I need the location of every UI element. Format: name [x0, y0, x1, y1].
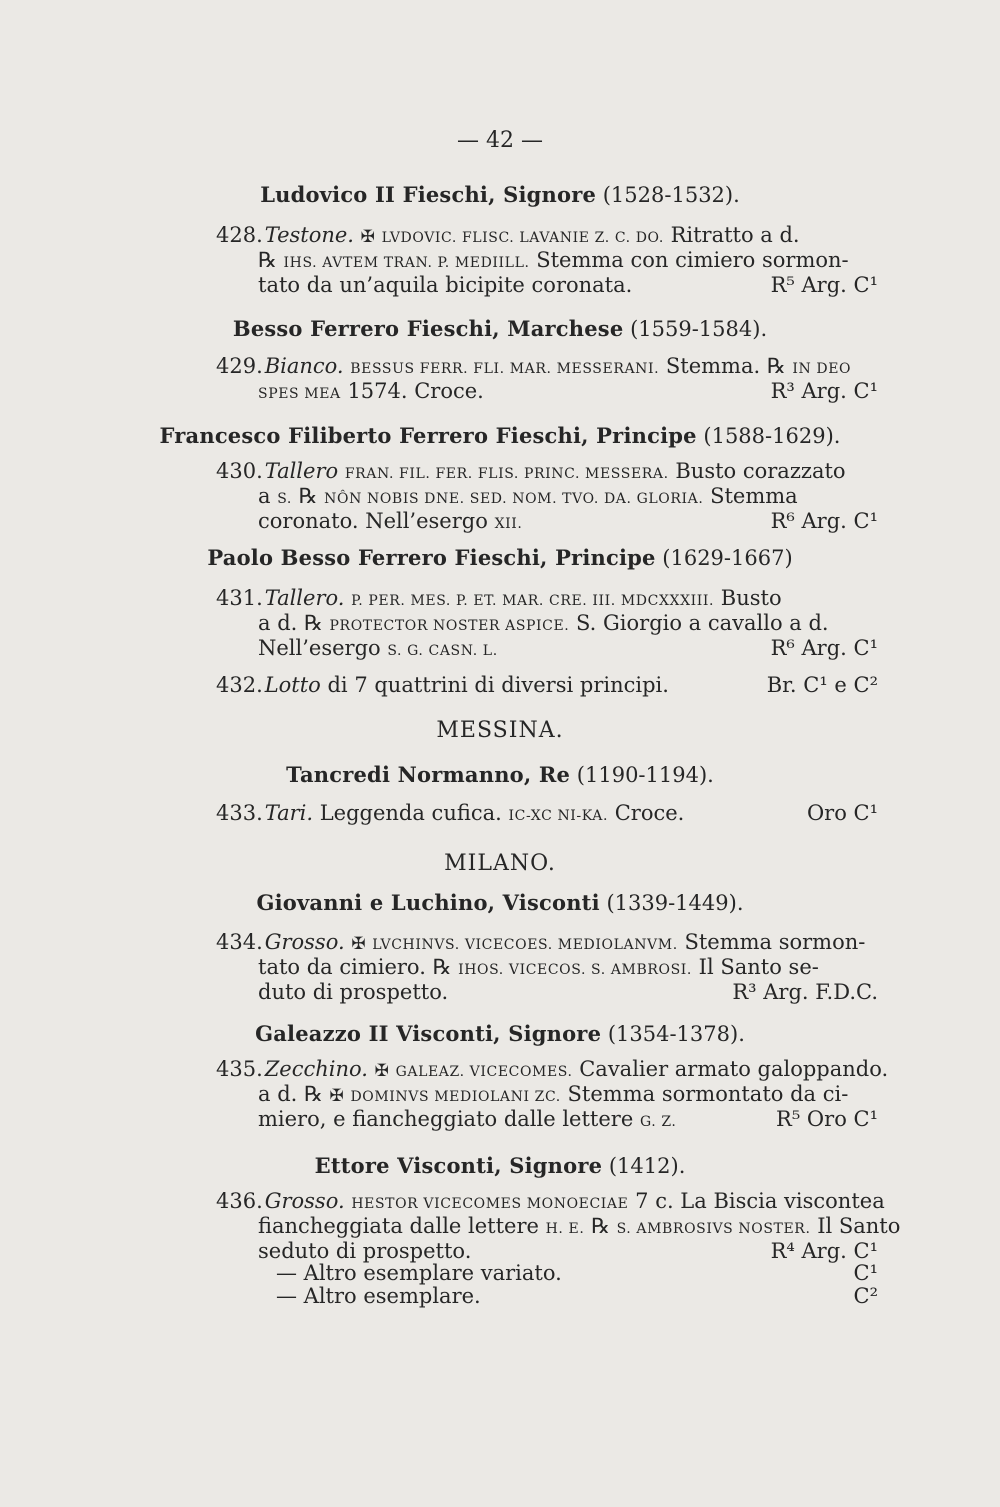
rarity-grade: R³ Arg. C¹: [770, 379, 878, 403]
ruler-name: Ettore Visconti, Signore: [314, 1153, 603, 1178]
entry-430-line-3: [258, 509, 878, 537]
description-text: tato da un’aquila bicipite coronata.: [258, 273, 633, 297]
rarity-grade: Br. C¹ e C²: [766, 673, 878, 697]
ruler-heading: [0, 423, 1000, 448]
reverse-description: S. Giorgio a cavallo a d.: [576, 611, 829, 635]
rarity-grade: Oro C¹: [806, 801, 878, 825]
rarity-grade: R⁴ Arg. C¹: [770, 1239, 878, 1263]
coin-type: Tallero: [264, 459, 339, 483]
reverse-description: 1574. Croce.: [347, 379, 484, 403]
entry-428-line-3: [258, 273, 878, 298]
obverse-legend: HESTOR VICECOMES MONOECIAE: [351, 1196, 629, 1212]
ruler-heading: [0, 762, 1000, 787]
entry-number: 431.: [216, 586, 263, 610]
obverse-legend: FRAN. FIL. FER. FLIS. PRINC. MESSERA.: [344, 466, 669, 482]
coin-type: Bianco.: [264, 354, 344, 378]
entry-434-line-2: [258, 955, 878, 983]
reverse-description: Stemma con cimiero sormon-: [536, 248, 849, 272]
reverse-icon: ℞: [304, 611, 323, 635]
ruler-dates: (1412).: [608, 1154, 686, 1178]
entry-number: 435.: [216, 1057, 263, 1081]
ruler-dates: (1588-1629).: [703, 424, 841, 448]
rarity-grade: R⁵ Arg. C¹: [770, 273, 878, 297]
reverse-description: Il Santo: [817, 1214, 901, 1238]
entry-number: 430.: [216, 459, 263, 483]
reverse-description: Stemma sormontato da ci-: [567, 1082, 849, 1106]
description-text: fiancheggiata dalle lettere: [258, 1214, 539, 1238]
obverse-description: Busto: [720, 586, 782, 610]
entry-431-line-3: [258, 636, 878, 664]
description-text: a d.: [258, 1082, 298, 1106]
entry-428-line-1: [216, 223, 878, 251]
entry-429-line-2: [258, 379, 878, 407]
reverse-legend: IHOS. VICECOS. S. AMBROSI.: [458, 962, 692, 978]
description-text: di 7 quattrini di diversi principi.: [327, 673, 669, 697]
ruler-heading: [0, 545, 1000, 570]
entry-434-line-3: [258, 980, 878, 1005]
description-text: coronato. Nell’esergo: [258, 509, 488, 533]
coin-type: Testone.: [264, 223, 354, 247]
reverse-icon: ℞: [432, 955, 452, 979]
variant-text: — Altro esemplare.: [276, 1284, 481, 1308]
obverse-legend: GALEAZ. VICECOMES.: [395, 1064, 573, 1080]
cross-icon: ✠: [351, 934, 366, 954]
exergue-legend: XII.: [494, 516, 523, 532]
description-text: Nell’esergo: [258, 636, 381, 660]
obverse-legend: IC-XC NI-KA.: [508, 808, 609, 824]
obverse-description: Ritratto a d.: [670, 223, 800, 247]
cross-icon: ✠: [374, 1061, 389, 1081]
reverse-legend: NÔN NOBIS DNE. SED. NOM. TVO. DA. GLORIA.: [324, 491, 704, 507]
entry-number: 429.: [216, 354, 263, 378]
reverse-icon: ℞: [258, 248, 277, 272]
reverse-description: Il Santo se-: [698, 955, 819, 979]
obverse-description: 7 c. La Biscia viscontea: [635, 1189, 885, 1213]
reverse-icon: ℞: [298, 484, 318, 508]
coin-type: Grosso.: [264, 1189, 345, 1213]
coin-type: Tari.: [264, 801, 314, 825]
description-text: Leggenda cufica.: [319, 801, 502, 825]
coin-type: Grosso.: [264, 930, 345, 954]
obverse-description: Cavalier armato galoppando.: [579, 1057, 889, 1081]
entry-434-line-1: [216, 930, 878, 958]
coin-type: Lotto: [264, 673, 321, 697]
coin-type: Zecchino.: [264, 1057, 368, 1081]
ruler-dates: (1339-1449).: [606, 891, 744, 915]
entry-436-line-1: [216, 1189, 885, 1217]
entry-436-line-2: [258, 1214, 901, 1242]
reverse-legend: IN DEO: [792, 361, 852, 377]
obverse-description: Stemma.: [665, 354, 761, 378]
ruler-heading: [0, 182, 1000, 207]
ruler-name: Ludovico II Fieschi, Signore: [260, 182, 597, 207]
coin-type: Tallero.: [264, 586, 345, 610]
variant-text: — Altro esemplare variato.: [276, 1261, 562, 1285]
description-text: tato da cimiero.: [258, 955, 426, 979]
entry-number: 428.: [216, 223, 263, 247]
ruler-dates: (1354-1378).: [607, 1022, 745, 1046]
obverse-legend: P. PER. MES. P. ET. MAR. CRE. III. MDCXXXIII.: [351, 593, 715, 609]
cross-icon: ✠: [360, 227, 375, 247]
page-number: — 42 —: [457, 128, 543, 153]
description-text: a: [258, 484, 271, 508]
obverse-legend: S.: [277, 491, 292, 507]
exergue-legend: S. G. CASN. L.: [387, 643, 498, 659]
ruler-name: Tancredi Normanno, Re: [286, 762, 571, 787]
entry-430-line-2: [258, 484, 878, 512]
rarity-grade: C²: [853, 1284, 878, 1308]
ruler-name: Galeazzo II Visconti, Signore: [255, 1021, 602, 1046]
description-text: seduto di prospetto.: [258, 1239, 472, 1263]
reverse-description: Stemma: [710, 484, 798, 508]
ruler-dates: (1629-1667): [662, 546, 793, 570]
entry-428-line-2: [258, 248, 878, 276]
letters-legend: G. Z.: [639, 1114, 677, 1130]
entry-number: 432.: [216, 673, 263, 697]
entry-429-line-1: [216, 354, 878, 382]
rarity-grade: R⁶ Arg. C¹: [770, 509, 878, 533]
ruler-dates: (1190-1194).: [576, 763, 714, 787]
ruler-name: Giovanni e Luchino, Visconti: [256, 890, 600, 915]
reverse-legend: IHS. AVTEM TRAN. P. MEDIILL.: [283, 255, 530, 271]
ruler-heading: [0, 1021, 1000, 1046]
ruler-name: Francesco Filiberto Ferrero Fieschi, Principe: [159, 423, 697, 448]
entry-431-line-2: [258, 611, 878, 639]
letters-legend: H. E.: [545, 1221, 585, 1237]
obverse-legend: BESSUS FERR. FLI. MAR. MESSERANI.: [350, 361, 660, 377]
reverse-icon: ℞: [766, 354, 786, 378]
entry-436-variant-2: [258, 1284, 878, 1309]
description-text: miero, e fiancheggiato dalle lettere: [258, 1107, 634, 1131]
entry-number: 436.: [216, 1189, 263, 1213]
entry-number: 434.: [216, 930, 263, 954]
description-text: duto di prospetto.: [258, 980, 449, 1004]
reverse-legend: SPES MEA: [258, 386, 341, 402]
city-heading: MILANO.: [444, 851, 556, 876]
entry-435-line-1: [216, 1057, 889, 1085]
description-text: a d.: [258, 611, 298, 635]
rarity-grade: R⁶ Arg. C¹: [770, 636, 878, 660]
city-heading: MESSINA.: [436, 718, 564, 743]
reverse-icon: ℞: [591, 1214, 610, 1238]
entry-435-line-3: [258, 1107, 878, 1135]
rarity-grade: R⁵ Oro C¹: [776, 1107, 878, 1131]
ruler-dates: (1559-1584).: [630, 317, 768, 341]
ruler-name: Paolo Besso Ferrero Fieschi, Principe: [207, 545, 656, 570]
entry-435-line-2: [258, 1082, 878, 1110]
obverse-legend: LVDOVIC. FLISC. LAVANIE Z. C. DO.: [381, 230, 664, 246]
obverse-legend: LVCHINVS. VICECOES. MEDIOLANVM.: [372, 937, 678, 953]
entry-436-variant-1: [258, 1261, 878, 1286]
reverse-legend: PROTECTOR NOSTER ASPICE.: [329, 618, 570, 634]
obverse-description: Stemma sormon-: [684, 930, 866, 954]
entry-430-line-1: [216, 459, 878, 487]
ruler-heading: [0, 890, 1000, 915]
reverse-legend: DOMINVS MEDIOLANI ZC.: [350, 1089, 561, 1105]
entry-431-line-1: [216, 586, 878, 614]
ruler-name: Besso Ferrero Fieschi, Marchese: [232, 316, 624, 341]
entry-number: 433.: [216, 801, 263, 825]
obverse-description: Busto corazzato: [675, 459, 846, 483]
reverse-legend: S. AMBROSIVS NOSTER.: [616, 1221, 811, 1237]
cross-icon: ✠: [329, 1086, 344, 1106]
ruler-heading: [0, 1153, 1000, 1178]
entry-432-line-1: [216, 673, 878, 698]
ruler-dates: (1528-1532).: [602, 183, 740, 207]
ruler-heading: [0, 316, 1000, 341]
reverse-icon: ℞: [304, 1082, 323, 1106]
rarity-grade: C¹: [853, 1261, 878, 1285]
description-text: Croce.: [614, 801, 685, 825]
rarity-grade: R³ Arg. F.D.C.: [732, 980, 878, 1004]
entry-433-line-1: [216, 801, 878, 829]
